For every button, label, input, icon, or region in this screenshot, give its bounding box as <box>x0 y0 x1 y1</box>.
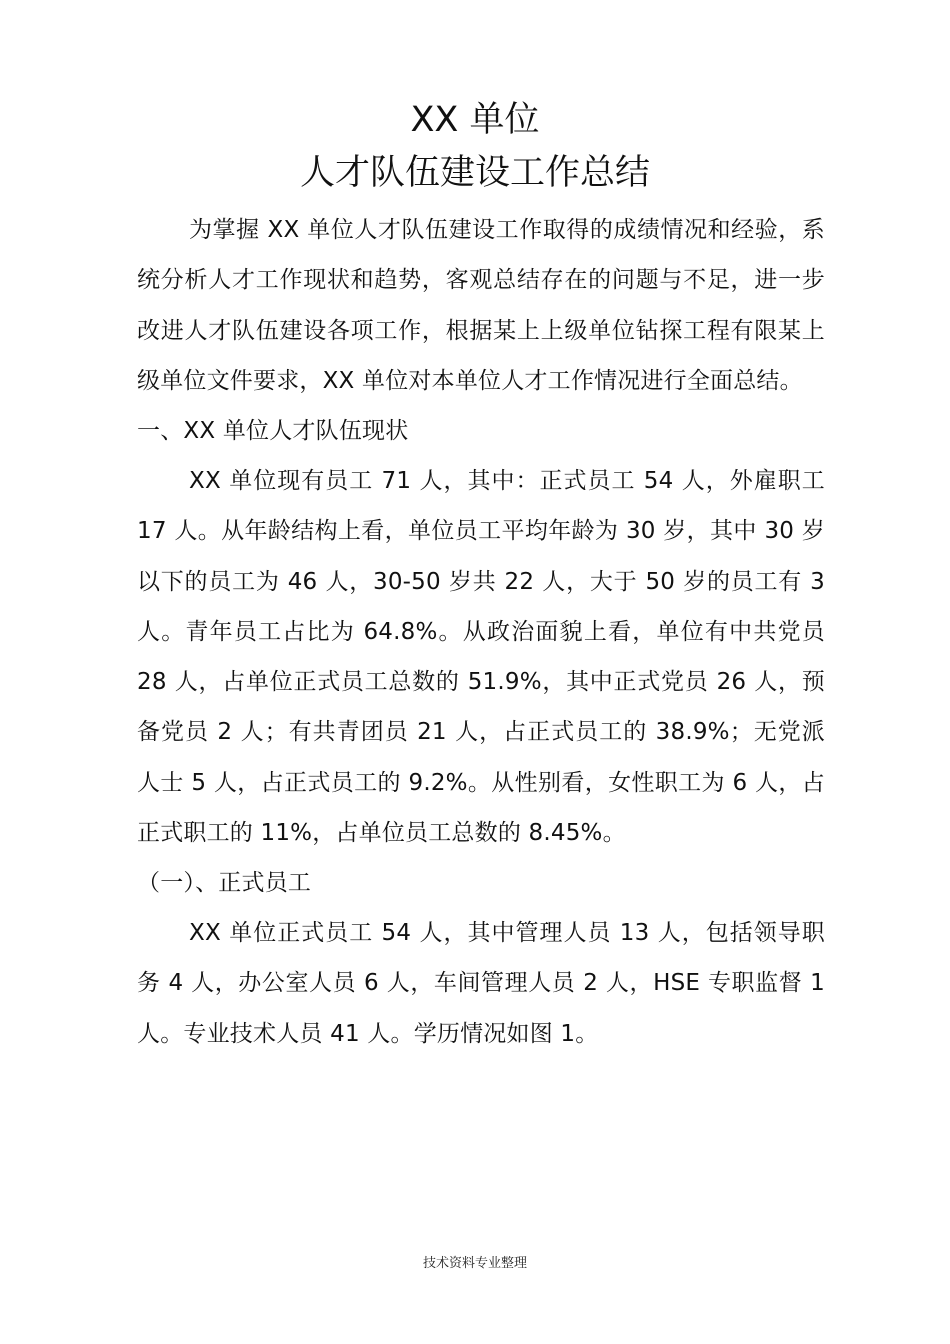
section-1-paragraph: XX 单位现有员工 71 人，其中：正式员工 54 人，外雇职工 17 人。从年龄结构上看，单位员工平均年龄为 30 岁，其中 30 岁以下的员工为 46 人，30-50 岁共 22 人，大于 50 岁的员工有 3 人。青年员工占比为 64.8%。从政治面貌上看，单位有中共党员 28 人，占单位正式员工总数的 51.9%，其中正式党员 26 人，预备党员 2 人；有共青团员 21 人，占正式员工的 38.9%；无党派人士 5 人，占正式员工的 9.2%。从性别看，女性职工为 6 人，占正式职工的 11%，占单位员工总数的 8.45%。 <box>137 468 825 847</box>
subsection-1-heading: （一）、正式员工 <box>137 870 312 896</box>
document-title-line1: XX 单位 <box>410 100 540 140</box>
page-footer: 技术资料专业整理 <box>422 1256 527 1271</box>
section-1-heading: 一、XX 单位人才队伍现状 <box>137 418 409 444</box>
subsection-1-paragraph: XX 单位正式员工 54 人，其中管理人员 13 人，包括领导职务 4 人，办公室人员 6 人，车间管理人员 2 人，HSE 专职监督 1 人。专业技术人员 41 人。学历情况如图 1。 <box>137 920 825 1047</box>
intro-paragraph: 为掌握 XX 单位人才队伍建设工作取得的成绩情况和经验，系统分析人才工作现状和趋势，客观总结存在的问题与不足，进一步改进人才队伍建设各项工作，根据某上上级单位钻探工程有限某上级单位文件要求，XX 单位对本单位人才工作情况进行全面总结。 <box>137 217 825 394</box>
document-title-line2: 人才队伍建设工作总结 <box>299 153 650 193</box>
